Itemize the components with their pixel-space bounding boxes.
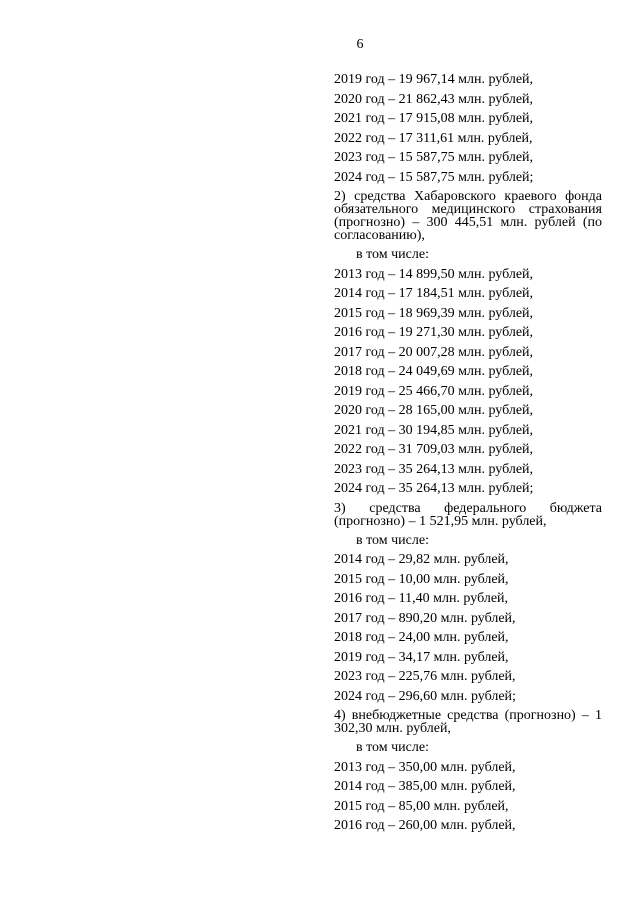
funding-line: 2023 год – 225,76 млн. рублей, [334,669,516,684]
funding-line: 2018 год – 24,00 млн. рублей, [334,630,509,645]
funding-line: 2022 год – 17 311,61 млн. рублей, [334,130,533,146]
funding-line: 2024 год – 15 587,75 млн. рублей; [334,169,534,185]
funding-line: 2017 год – 20 007,28 млн. рублей, [334,344,534,360]
including-label: в том числе: [356,532,429,548]
funding-line: 2021 год – 30 194,85 млн. рублей, [334,422,534,438]
including-label: в том числе: [356,740,429,755]
funding-line: 2014 год – 17 184,51 млн. рублей, [334,286,534,301]
funding-source-paragraph: 3) средства федерального бюджета (прогнозно) – 1 521,95 млн. рублей, [334,500,602,529]
page-number: 6 [356,37,364,52]
funding-line: 2018 год – 24 049,69 млн. рублей, [334,364,534,379]
funding-line: 2020 год – 28 165,00 млн. рублей, [334,403,534,418]
funding-line: 2023 год – 15 587,75 млн. рублей, [334,150,534,165]
funding-line: 2014 год – 29,82 млн. рублей, [334,552,509,567]
funding-line: 2019 год – 34,17 млн. рублей, [334,649,509,665]
funding-source-paragraph: 4) внебюджетные средства (прогнозно) – 1 302,30 млн. рублей, [334,708,602,736]
funding-line: 2021 год – 17 915,08 млн. рублей, [334,111,534,126]
funding-line: 2015 год – 18 969,39 млн. рублей, [334,305,534,321]
funding-line: 2016 год – 260,00 млн. рублей, [334,818,516,833]
including-label: в том числе: [356,247,429,262]
funding-line: 2020 год – 21 862,43 млн. рублей, [334,91,534,107]
funding-source-paragraph: 2) средства Хабаровского краевого фонда обязательного медицинского страхования (прогнозно) – 300 445,51 млн. рублей (по согласованию), [334,189,602,243]
funding-line: 2017 год – 890,20 млн. рублей, [334,610,516,626]
funding-line: 2016 год – 11,40 млн. рублей, [334,591,509,606]
document-body [334,70,602,836]
funding-line: 2023 год – 35 264,13 млн. рублей, [334,461,534,477]
funding-line: 2022 год – 31 709,03 млн. рублей, [334,442,534,457]
funding-line: 2019 год – 25 466,70 млн. рублей, [334,383,534,399]
funding-line: 2013 год – 350,00 млн. рублей, [334,759,516,775]
funding-line: 2024 год – 296,60 млн. рублей; [334,688,516,704]
funding-line: 2019 год – 19 967,14 млн. рублей, [334,72,534,87]
funding-line: 2015 год – 10,00 млн. рублей, [334,571,509,587]
funding-line: 2013 год – 14 899,50 млн. рублей, [334,266,534,282]
funding-line: 2014 год – 385,00 млн. рублей, [334,779,516,794]
funding-line: 2016 год – 19 271,30 млн. рублей, [334,325,534,340]
funding-line: 2024 год – 35 264,13 млн. рублей; [334,481,534,496]
funding-line: 2015 год – 85,00 млн. рублей, [334,798,509,814]
